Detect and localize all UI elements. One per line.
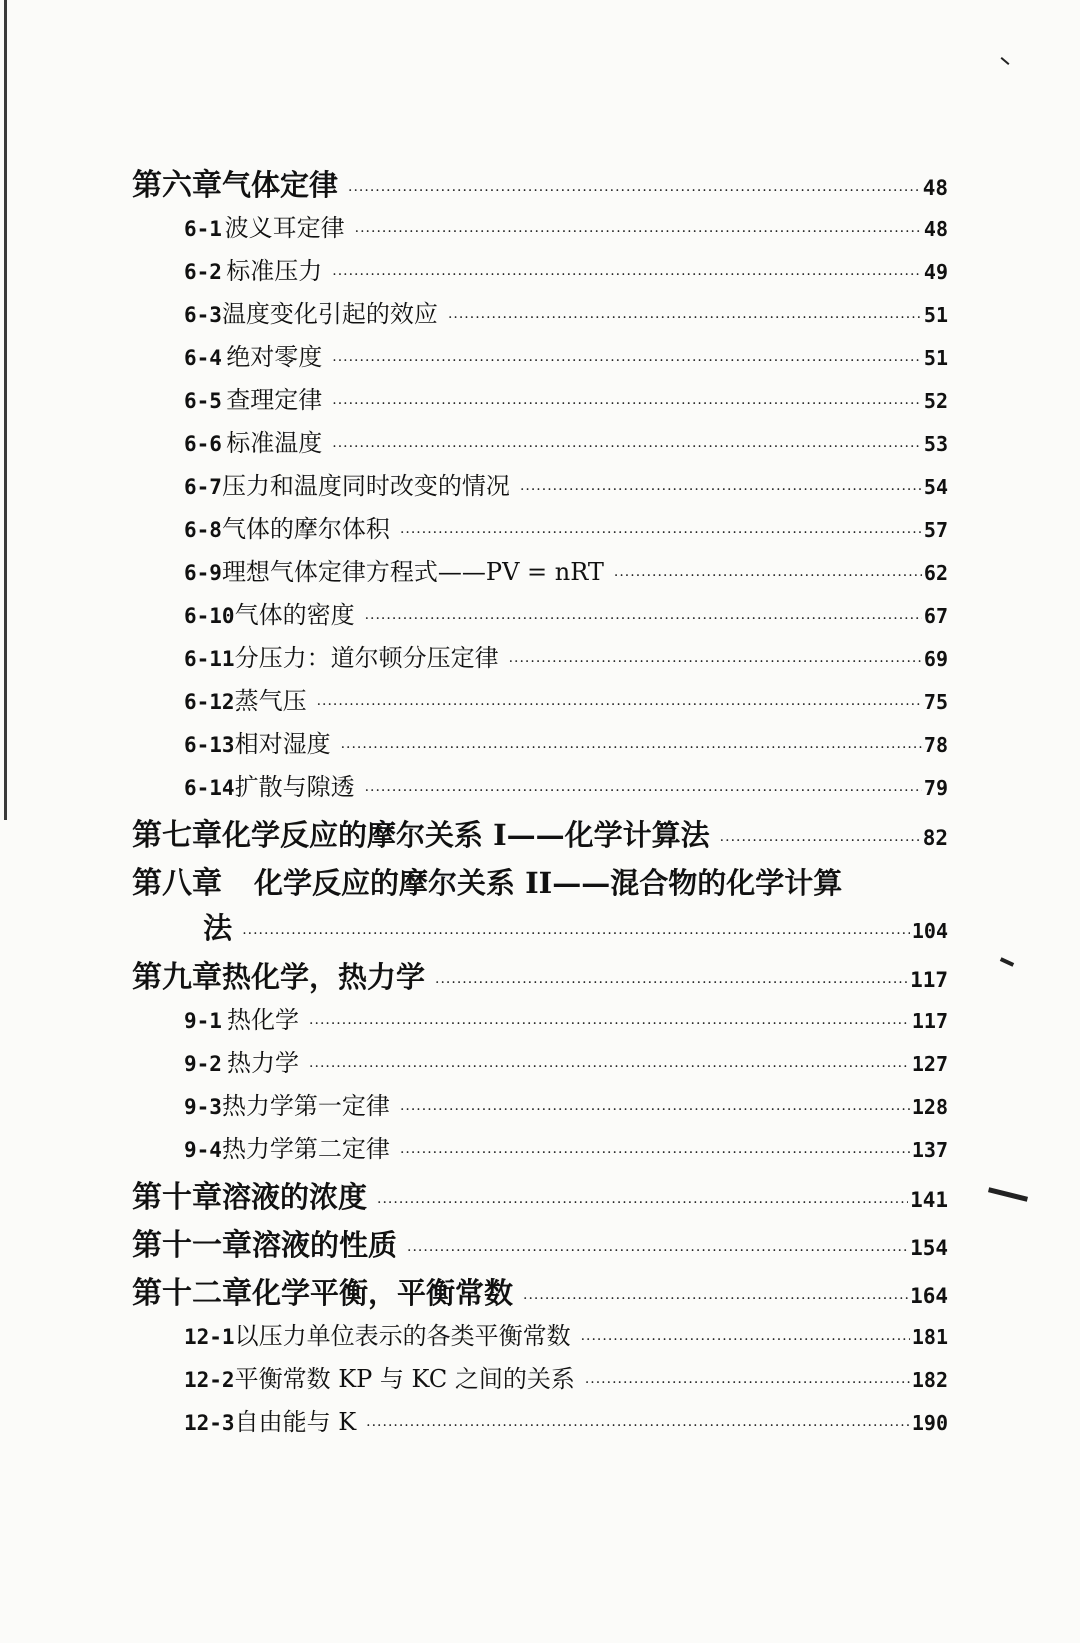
section-title: 气体的摩尔体积 [221, 515, 390, 543]
section-number: 6-14 [184, 776, 235, 800]
toc-section[interactable] [132, 208, 948, 251]
section-number: 9-4 [184, 1138, 222, 1162]
section-title: 热化学 [227, 1006, 300, 1034]
section-number: 6-10 [184, 604, 235, 628]
page-number: 82 [922, 826, 948, 850]
section-number: 9-1 [184, 1009, 222, 1033]
chapter-title: 溶液的浓度 [222, 1180, 368, 1214]
toc-section[interactable] [132, 251, 948, 294]
chapter-number: 第十章 [132, 1180, 222, 1215]
dot-leader [317, 697, 922, 713]
toc-section[interactable] [132, 423, 948, 466]
toc-section[interactable] [132, 552, 948, 595]
page-number: 181 [911, 1325, 948, 1349]
toc-section[interactable] [132, 466, 948, 509]
chapter-number: 第九章 [132, 960, 222, 995]
page-number: 52 [923, 389, 948, 413]
toc-section[interactable] [132, 509, 948, 552]
section-title: 气体的密度 [234, 601, 355, 629]
chapter-title: 气体定律 [222, 168, 339, 202]
dot-leader [332, 267, 922, 283]
page-number: 49 [923, 260, 948, 284]
page-number: 53 [923, 432, 948, 456]
section-title: 热力学第二定律 [221, 1135, 390, 1163]
section-number: 6-2 [184, 260, 222, 284]
section-title: 蒸气压 [234, 687, 307, 715]
toc-section[interactable] [132, 1043, 948, 1086]
toc-section[interactable] [132, 1086, 948, 1129]
section-number: 6-13 [184, 733, 235, 757]
chapter-title: 化学平衡，平衡常数 [252, 1276, 514, 1310]
section-title: 波义耳定律 [224, 214, 345, 242]
section-number: 6-12 [184, 690, 235, 714]
dot-leader [309, 1059, 910, 1075]
dot-leader [377, 1195, 908, 1211]
chapter-title: 化学反应的摩尔关系 I——化学计算法 [222, 818, 710, 852]
page-number: 78 [923, 733, 948, 757]
dot-leader [448, 310, 922, 326]
page-number: 127 [911, 1052, 948, 1076]
section-title: 标准压力 [226, 257, 323, 285]
chapter-title: 化学反应的摩尔关系 II——混合物的化学计算 [254, 866, 843, 900]
chapter-number: 第七章 [132, 818, 222, 853]
section-title: 热力学第一定律 [221, 1092, 390, 1120]
toc-section[interactable] [132, 294, 948, 337]
dot-leader [523, 1291, 908, 1307]
section-number: 9-2 [184, 1052, 222, 1076]
dot-leader [242, 926, 910, 942]
page-number: 67 [923, 604, 948, 628]
section-title: 理想气体定律方程式——PV = nRT [221, 558, 604, 586]
dot-leader [720, 833, 921, 849]
dot-leader [509, 654, 922, 670]
dot-leader [365, 611, 922, 627]
page-number: 54 [923, 475, 948, 499]
scan-speck [1000, 957, 1014, 967]
toc-section[interactable] [132, 1316, 948, 1359]
dot-leader [348, 183, 921, 199]
dot-leader [614, 568, 922, 584]
page-number: 75 [923, 690, 948, 714]
section-number: 6-7 [184, 475, 222, 499]
page-number: 117 [911, 1009, 948, 1033]
section-title: 以压力单位表示的各类平衡常数 [234, 1322, 571, 1350]
section-number: 6-6 [184, 432, 222, 456]
dot-leader [585, 1375, 910, 1391]
dot-leader [332, 353, 922, 369]
toc-section[interactable] [132, 1402, 948, 1445]
toc-section[interactable] [132, 681, 948, 724]
section-number: 12-2 [184, 1368, 235, 1392]
dot-leader [332, 396, 922, 412]
chapter-title: 热化学，热力学 [222, 960, 426, 994]
toc-chapter-continuation[interactable] [132, 906, 948, 952]
section-number: 12-1 [184, 1325, 235, 1349]
page-number: 51 [923, 346, 948, 370]
section-title: 扩散与隙透 [234, 773, 355, 801]
page-number: 141 [910, 1188, 948, 1212]
section-number: 6-8 [184, 518, 222, 542]
page-binding-edge [4, 0, 7, 820]
toc-section[interactable] [132, 595, 948, 638]
toc-section[interactable] [132, 1000, 948, 1043]
page-number: 137 [911, 1138, 948, 1162]
dot-leader [365, 783, 922, 799]
toc-section[interactable] [132, 638, 948, 681]
page-number: 117 [910, 968, 948, 992]
page-number: 104 [911, 919, 948, 943]
section-number: 6-1 [184, 217, 222, 241]
scan-speck [1001, 57, 1010, 65]
chapter-title: 溶液的性质 [252, 1228, 398, 1262]
section-number: 6-4 [184, 346, 222, 370]
section-title: 相对湿度 [234, 730, 331, 758]
section-title: 热力学 [227, 1049, 300, 1077]
page-number: 154 [910, 1236, 948, 1260]
toc-chapter[interactable] [132, 160, 948, 208]
dot-leader [341, 740, 922, 756]
chapter-title-continuation: 法 [203, 911, 233, 945]
dot-leader [400, 525, 922, 541]
section-number: 6-11 [184, 647, 235, 671]
section-number: 6-9 [184, 561, 222, 585]
toc-section[interactable] [132, 724, 948, 767]
page-number: 57 [923, 518, 948, 542]
chapter-number: 第十二章 [132, 1276, 252, 1311]
toc-chapter[interactable] [132, 1172, 948, 1220]
dot-leader [355, 224, 922, 240]
section-title: 查理定律 [226, 386, 323, 414]
page-number: 48 [923, 217, 948, 241]
section-title: 标准温度 [226, 429, 323, 457]
page-number: 51 [923, 303, 948, 327]
section-title: 分压力：道尔顿分压定律 [234, 644, 499, 672]
table-of-contents [132, 160, 948, 1445]
toc-section[interactable] [132, 380, 948, 423]
dot-leader [581, 1332, 910, 1348]
chapter-number: 第六章 [132, 168, 222, 203]
section-title: 平衡常数 KP 与 KC 之间的关系 [234, 1365, 575, 1393]
toc-chapter[interactable] [132, 1220, 948, 1268]
toc-chapter[interactable] [132, 810, 948, 858]
toc-section[interactable] [132, 1359, 948, 1402]
page-number: 164 [910, 1284, 948, 1308]
dot-leader [366, 1418, 910, 1434]
section-number: 9-3 [184, 1095, 222, 1119]
dot-leader [435, 975, 908, 991]
section-number: 6-5 [184, 389, 222, 413]
scan-speck [988, 1187, 1028, 1202]
chapter-number: 第八章 [132, 866, 222, 901]
section-title: 绝对零度 [226, 343, 323, 371]
page-number: 69 [923, 647, 948, 671]
section-title: 压力和温度同时改变的情况 [221, 472, 510, 500]
toc-section[interactable] [132, 767, 948, 810]
section-title: 温度变化引起的效应 [221, 300, 438, 328]
dot-leader [309, 1016, 910, 1032]
chapter-number: 第十一章 [132, 1228, 252, 1263]
toc-chapter[interactable] [132, 858, 948, 906]
section-number: 6-3 [184, 303, 222, 327]
page-number: 190 [911, 1411, 948, 1435]
toc-chapter[interactable] [132, 1268, 948, 1316]
dot-leader [400, 1102, 910, 1118]
page-number: 62 [923, 561, 948, 585]
page-number: 128 [911, 1095, 948, 1119]
page-number: 182 [911, 1368, 948, 1392]
toc-section[interactable] [132, 337, 948, 380]
toc-section[interactable] [132, 1129, 948, 1172]
section-number: 12-3 [184, 1411, 235, 1435]
page-number: 48 [922, 176, 948, 200]
dot-leader [520, 482, 922, 498]
section-title: 自由能与 K [234, 1408, 357, 1436]
dot-leader [400, 1145, 910, 1161]
dot-leader [407, 1243, 908, 1259]
dot-leader [332, 439, 922, 455]
page-number: 79 [923, 776, 948, 800]
toc-chapter[interactable] [132, 952, 948, 1000]
